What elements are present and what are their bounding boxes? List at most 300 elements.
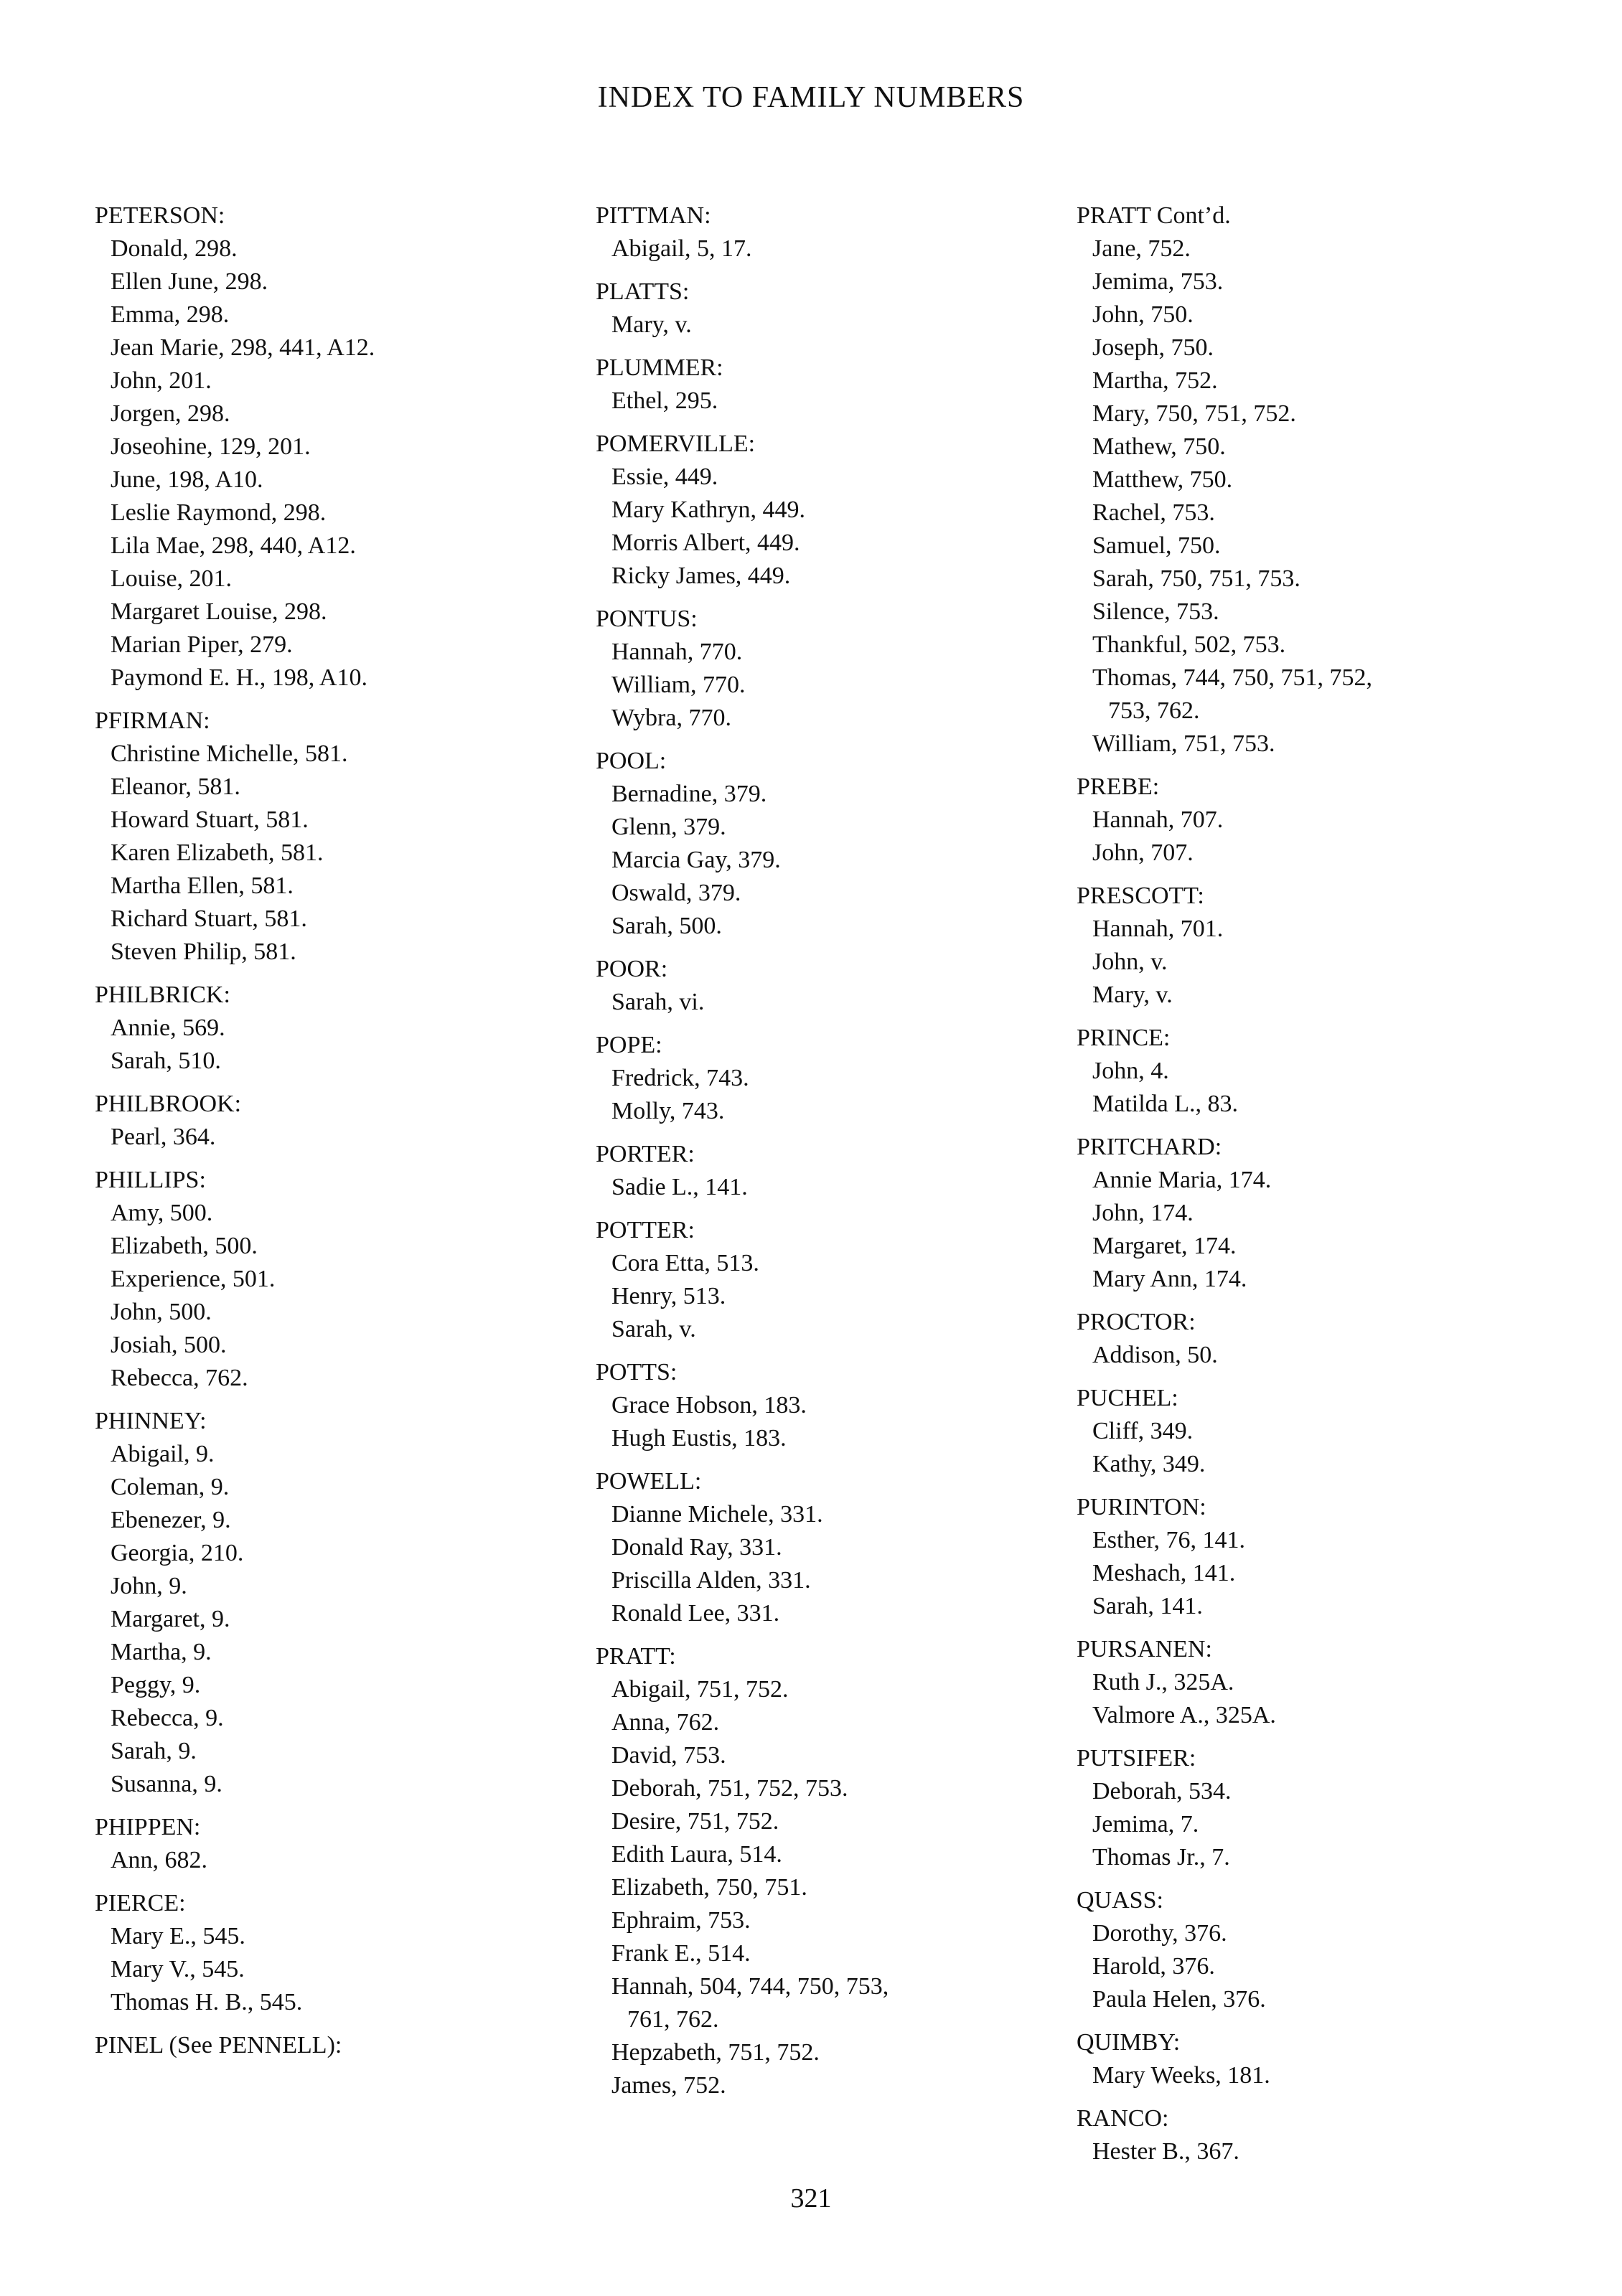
surname-group bbox=[596, 1356, 1091, 1455]
surname-group bbox=[1077, 1131, 1572, 1296]
entry-text: Marcia Gay, 379. bbox=[611, 847, 781, 873]
surname-heading: PORTER: bbox=[596, 1141, 695, 1167]
surname-heading: PHINNEY: bbox=[95, 1408, 207, 1434]
entry-text: Silence, 753. bbox=[1092, 598, 1219, 625]
entry-text: Martha, 752. bbox=[1092, 367, 1218, 394]
entry-text: Dorothy, 376. bbox=[1092, 1920, 1227, 1947]
index-entry bbox=[1077, 662, 1572, 728]
surname-group bbox=[1077, 771, 1572, 870]
entry-text: Hester B., 367. bbox=[1092, 2138, 1239, 2165]
entry-text: Martha, 9. bbox=[111, 1639, 212, 1665]
entry-text: Sarah, 141. bbox=[1092, 1593, 1203, 1619]
index-entry bbox=[1077, 298, 1572, 331]
surname-group bbox=[596, 276, 1091, 342]
index-entry bbox=[1077, 265, 1572, 298]
surname-heading: PRATT: bbox=[596, 1643, 676, 1670]
entry-text: Elizabeth, 750, 751. bbox=[611, 1874, 807, 1901]
entry-text: Jorgen, 298. bbox=[111, 400, 230, 427]
entry-text: Louise, 201. bbox=[111, 565, 233, 592]
index-entry bbox=[1077, 1055, 1572, 1088]
index-entry bbox=[1077, 837, 1572, 870]
index-entry bbox=[596, 877, 1091, 910]
surname-group bbox=[1077, 1884, 1572, 2016]
entry-text: Margaret Louise, 298. bbox=[111, 598, 327, 625]
index-entry bbox=[596, 844, 1091, 877]
index-entry bbox=[1077, 1841, 1572, 1874]
index-entry bbox=[95, 1121, 590, 1154]
surname-group bbox=[95, 2029, 590, 2062]
surname-group bbox=[1077, 1742, 1572, 1874]
surname-heading: PURINTON: bbox=[1077, 1494, 1206, 1520]
surname-heading: PHILBROOK: bbox=[95, 1091, 242, 1117]
entry-text: Georgia, 210. bbox=[111, 1540, 244, 1566]
entry-text: Matilda L., 83. bbox=[1092, 1091, 1239, 1117]
entry-text: John, v. bbox=[1092, 949, 1168, 975]
index-entry bbox=[1077, 1699, 1572, 1732]
index-entry bbox=[95, 1986, 590, 2019]
entry-text: Thomas, 744, 750, 751, 752, bbox=[1092, 664, 1373, 691]
surname-heading: PROCTOR: bbox=[1077, 1309, 1196, 1335]
entry-text: Paula Helen, 376. bbox=[1092, 1986, 1266, 2013]
surname-group bbox=[596, 1029, 1091, 1128]
index-entry bbox=[596, 1970, 1091, 2036]
entry-text: Bernadine, 379. bbox=[611, 781, 767, 807]
index-entry bbox=[95, 1537, 590, 1570]
index-entry bbox=[1077, 1263, 1572, 1296]
entry-text: Ronald Lee, 331. bbox=[611, 1600, 780, 1627]
index-entry bbox=[596, 910, 1091, 943]
entry-text: Mary, 750, 751, 752. bbox=[1092, 400, 1296, 427]
surname-group bbox=[1077, 1306, 1572, 1372]
index-column-2 bbox=[596, 199, 1091, 2112]
entry-text: Abigail, 5, 17. bbox=[611, 235, 752, 262]
entry-text: Morris Albert, 449. bbox=[611, 530, 800, 556]
entry-text: Priscilla Alden, 331. bbox=[611, 1567, 811, 1594]
surname-group bbox=[95, 705, 590, 969]
entry-text: Matthew, 750. bbox=[1092, 466, 1233, 493]
surname-heading: PHILLIPS: bbox=[95, 1167, 206, 1193]
index-entry bbox=[95, 1263, 590, 1296]
entry-text: John, 750. bbox=[1092, 301, 1194, 328]
entry-text: Glenn, 379. bbox=[611, 814, 726, 840]
entry-text: David, 753. bbox=[611, 1742, 726, 1769]
index-entry bbox=[596, 527, 1091, 560]
index-entry bbox=[95, 298, 590, 331]
entry-text: Jemima, 753. bbox=[1092, 268, 1224, 295]
index-entry bbox=[1077, 430, 1572, 464]
entry-text: Hannah, 707. bbox=[1092, 806, 1224, 833]
index-entry bbox=[1077, 1808, 1572, 1841]
surname-group bbox=[1077, 1382, 1572, 1481]
entry-text: Mary, v. bbox=[1092, 982, 1173, 1008]
entry-text: Abigail, 751, 752. bbox=[611, 1676, 789, 1703]
entry-text: Ethel, 295. bbox=[611, 387, 718, 414]
entry-text: Elizabeth, 500. bbox=[111, 1233, 258, 1259]
surname-group bbox=[596, 352, 1091, 418]
index-entry bbox=[1077, 1666, 1572, 1699]
entry-continuation: 761, 762. bbox=[627, 2006, 719, 2033]
entry-text: Hugh Eustis, 183. bbox=[611, 1425, 787, 1452]
entry-text: Rachel, 753. bbox=[1092, 499, 1215, 526]
index-entry bbox=[95, 1735, 590, 1768]
index-entry bbox=[596, 1871, 1091, 1904]
surname-group bbox=[596, 1465, 1091, 1630]
index-entry bbox=[1077, 596, 1572, 629]
index-entry bbox=[1077, 728, 1572, 761]
index-entry bbox=[596, 1062, 1091, 1095]
entry-text: Desire, 751, 752. bbox=[611, 1808, 779, 1835]
surname-group bbox=[596, 745, 1091, 943]
entry-text: Mary Weeks, 181. bbox=[1092, 2062, 1270, 2089]
index-entry bbox=[95, 1012, 590, 1045]
entry-text: Richard Stuart, 581. bbox=[111, 905, 307, 932]
surname-group bbox=[596, 953, 1091, 1019]
index-entry bbox=[1077, 804, 1572, 837]
entry-text: Ebenezer, 9. bbox=[111, 1507, 231, 1533]
index-entry bbox=[95, 1844, 590, 1877]
entry-text: Hepzabeth, 751, 752. bbox=[611, 2039, 820, 2066]
surname-group bbox=[596, 1138, 1091, 1204]
surname-heading: PLUMMER: bbox=[596, 354, 723, 381]
entry-text: John, 201. bbox=[111, 367, 212, 394]
surname-heading: PITTMAN: bbox=[596, 202, 711, 229]
index-entry bbox=[95, 1603, 590, 1636]
surname-group bbox=[596, 1640, 1091, 2102]
index-entry bbox=[596, 560, 1091, 593]
page-title: INDEX TO FAMILY NUMBERS bbox=[597, 81, 1025, 114]
index-entry bbox=[1077, 913, 1572, 946]
entry-text: Mary E., 545. bbox=[111, 1923, 245, 1949]
index-entry bbox=[95, 1471, 590, 1504]
surname-heading: PIERCE: bbox=[95, 1890, 186, 1916]
entry-text: Joseph, 750. bbox=[1092, 334, 1214, 361]
surname-heading: POOL: bbox=[596, 748, 667, 774]
index-entry bbox=[596, 1498, 1091, 1531]
surname-group bbox=[1077, 1022, 1572, 1121]
index-entry bbox=[1077, 530, 1572, 563]
index-entry bbox=[95, 1296, 590, 1329]
index-entry bbox=[95, 1570, 590, 1603]
entry-text: Jean Marie, 298, 441, A12. bbox=[111, 334, 375, 361]
entry-text: Margaret, 9. bbox=[111, 1606, 230, 1632]
entry-text: Karen Elizabeth, 581. bbox=[111, 839, 324, 866]
entry-text: Ann, 682. bbox=[111, 1847, 208, 1873]
index-entry bbox=[95, 232, 590, 265]
entry-text: Sarah, vi. bbox=[611, 989, 705, 1015]
index-entry bbox=[596, 309, 1091, 342]
entry-text: Cliff, 349. bbox=[1092, 1418, 1194, 1444]
entry-text: Samuel, 750. bbox=[1092, 532, 1221, 559]
index-column-1 bbox=[95, 199, 590, 2072]
index-entry bbox=[95, 497, 590, 530]
entry-text: Thomas H. B., 545. bbox=[111, 1989, 303, 2015]
entry-text: Addison, 50. bbox=[1092, 1342, 1218, 1368]
surname-group bbox=[95, 1405, 590, 1801]
index-entry bbox=[1077, 1950, 1572, 1983]
index-entry bbox=[95, 804, 590, 837]
surname-group bbox=[95, 1887, 590, 2019]
surname-heading: RANCO: bbox=[1077, 2105, 1169, 2132]
index-entry bbox=[1077, 1448, 1572, 1481]
index-entry bbox=[596, 669, 1091, 702]
entry-text: Donald, 298. bbox=[111, 235, 238, 262]
entry-text: Deborah, 534. bbox=[1092, 1778, 1232, 1805]
index-entry bbox=[596, 1313, 1091, 1346]
entry-text: Marian Piper, 279. bbox=[111, 631, 293, 658]
entry-text: Sarah, 510. bbox=[111, 1048, 221, 1074]
index-entry bbox=[1077, 1983, 1572, 2016]
index-entry bbox=[1077, 1164, 1572, 1197]
entry-text: Ricky James, 449. bbox=[611, 563, 791, 589]
entry-text: Mary V., 545. bbox=[111, 1956, 245, 1982]
index-entry bbox=[95, 530, 590, 563]
index-entry bbox=[95, 1920, 590, 1953]
index-entry bbox=[95, 397, 590, 430]
index-entry bbox=[95, 771, 590, 804]
index-entry bbox=[596, 1531, 1091, 1564]
surname-group bbox=[95, 1811, 590, 1877]
index-entry bbox=[1077, 1088, 1572, 1121]
index-entry bbox=[1077, 1197, 1572, 1230]
entry-text: Ellen June, 298. bbox=[111, 268, 268, 295]
entry-text: Grace Hobson, 183. bbox=[611, 1392, 807, 1418]
surname-group bbox=[596, 1214, 1091, 1346]
index-entry bbox=[1077, 364, 1572, 397]
surname-heading: PETERSON: bbox=[95, 202, 225, 229]
entry-text: Thomas Jr., 7. bbox=[1092, 1844, 1230, 1871]
index-entry bbox=[95, 265, 590, 298]
surname-heading: POMERVILLE: bbox=[596, 430, 756, 457]
index-entry bbox=[95, 662, 590, 695]
entry-text: Wybra, 770. bbox=[611, 705, 731, 731]
index-entry bbox=[596, 385, 1091, 418]
index-entry bbox=[95, 1504, 590, 1537]
entry-text: Dianne Michele, 331. bbox=[611, 1501, 823, 1528]
index-entry bbox=[596, 1706, 1091, 1739]
entry-text: Deborah, 751, 752, 753. bbox=[611, 1775, 848, 1802]
surname-heading: QUIMBY: bbox=[1077, 2029, 1181, 2056]
surname-heading: PRESCOTT: bbox=[1077, 883, 1204, 909]
index-entry bbox=[95, 936, 590, 969]
entry-text: Susanna, 9. bbox=[111, 1771, 222, 1797]
index-entry bbox=[596, 1904, 1091, 1937]
index-entry bbox=[1077, 1557, 1572, 1590]
surname-group bbox=[596, 603, 1091, 735]
entry-text: Sarah, v. bbox=[611, 1316, 696, 1342]
index-entry bbox=[1077, 1524, 1572, 1557]
entry-text: John, 4. bbox=[1092, 1058, 1169, 1084]
index-entry bbox=[95, 1669, 590, 1702]
entry-text: Hannah, 504, 744, 750, 753, bbox=[611, 1973, 889, 2000]
index-entry bbox=[95, 837, 590, 870]
index-entry bbox=[95, 1230, 590, 1263]
index-entry bbox=[1077, 464, 1572, 497]
index-entry bbox=[1077, 331, 1572, 364]
surname-heading: POTTER: bbox=[596, 1217, 695, 1243]
entry-text: Experience, 501. bbox=[111, 1266, 276, 1292]
surname-group bbox=[95, 979, 590, 1078]
entry-text: Lila Mae, 298, 440, A12. bbox=[111, 532, 356, 559]
entry-text: Coleman, 9. bbox=[111, 1474, 230, 1500]
entry-text: Martha Ellen, 581. bbox=[111, 872, 294, 899]
index-entry bbox=[596, 636, 1091, 669]
surname-heading: POTTS: bbox=[596, 1359, 678, 1385]
surname-heading: PREBE: bbox=[1077, 773, 1160, 800]
entry-text: Peggy, 9. bbox=[111, 1672, 201, 1698]
entry-text: Cora Etta, 513. bbox=[611, 1250, 759, 1276]
entry-text: Leslie Raymond, 298. bbox=[111, 499, 327, 526]
index-entry bbox=[1077, 1775, 1572, 1808]
surname-group bbox=[1077, 2026, 1572, 2092]
entry-text: Esther, 76, 141. bbox=[1092, 1527, 1245, 1553]
index-entry bbox=[596, 1171, 1091, 1204]
entry-text: John, 500. bbox=[111, 1299, 212, 1325]
index-entry bbox=[95, 629, 590, 662]
surname-group bbox=[1077, 199, 1572, 761]
index-entry bbox=[95, 364, 590, 397]
entry-text: Rebecca, 762. bbox=[111, 1365, 248, 1391]
index-entry bbox=[596, 461, 1091, 494]
entry-text: Mary, v. bbox=[611, 311, 692, 338]
index-column-3 bbox=[1077, 199, 1572, 2178]
entry-text: Jemima, 7. bbox=[1092, 1811, 1199, 1838]
index-entry bbox=[596, 702, 1091, 735]
index-entry bbox=[1077, 1917, 1572, 1950]
entry-text: Hannah, 770. bbox=[611, 639, 743, 665]
entry-text: Eleanor, 581. bbox=[111, 773, 240, 800]
entry-text: June, 198, A10. bbox=[111, 466, 263, 493]
index-entry bbox=[1077, 1590, 1572, 1623]
entry-text: Annie Maria, 174. bbox=[1092, 1167, 1272, 1193]
surname-heading: QUASS: bbox=[1077, 1887, 1163, 1914]
index-entry bbox=[596, 2036, 1091, 2069]
index-entry bbox=[596, 1937, 1091, 1970]
entry-text: Joseohine, 129, 201. bbox=[111, 433, 311, 460]
index-entry bbox=[596, 1389, 1091, 1422]
index-entry bbox=[596, 1805, 1091, 1838]
index-entry bbox=[596, 1247, 1091, 1280]
surname-group bbox=[95, 1088, 590, 1154]
entry-text: Fredrick, 743. bbox=[611, 1065, 749, 1091]
index-entry bbox=[95, 1438, 590, 1471]
entry-text: Paymond E. H., 198, A10. bbox=[111, 664, 367, 691]
surname-heading: PURSANEN: bbox=[1077, 1636, 1212, 1662]
entry-text: Harold, 376. bbox=[1092, 1953, 1215, 1980]
entry-text: Thankful, 502, 753. bbox=[1092, 631, 1286, 658]
index-entry bbox=[596, 986, 1091, 1019]
surname-heading: PRINCE: bbox=[1077, 1025, 1171, 1051]
entry-text: Howard Stuart, 581. bbox=[111, 806, 309, 833]
entry-text: Frank E., 514. bbox=[611, 1940, 751, 1967]
surname-heading: PINEL (See PENNELL): bbox=[95, 2032, 342, 2059]
index-entry bbox=[95, 1329, 590, 1362]
entry-text: Sarah, 500. bbox=[611, 913, 722, 939]
entry-text: Henry, 513. bbox=[611, 1283, 726, 1309]
index-entry bbox=[596, 1422, 1091, 1455]
entry-text: Annie, 569. bbox=[111, 1015, 225, 1041]
index-entry bbox=[95, 331, 590, 364]
entry-text: John, 9. bbox=[111, 1573, 187, 1599]
surname-group bbox=[596, 428, 1091, 593]
index-entry bbox=[95, 1768, 590, 1801]
entry-text: Sadie L., 141. bbox=[611, 1174, 748, 1200]
entry-text: Christine Michelle, 581. bbox=[111, 740, 348, 767]
surname-heading: PONTUS: bbox=[596, 606, 698, 632]
index-entry bbox=[1077, 497, 1572, 530]
index-entry bbox=[95, 1045, 590, 1078]
index-entry bbox=[95, 563, 590, 596]
surname-group bbox=[596, 199, 1091, 265]
entry-text: Emma, 298. bbox=[111, 301, 230, 328]
index-entry bbox=[95, 1636, 590, 1669]
index-entry bbox=[1077, 946, 1572, 979]
index-entry bbox=[95, 1362, 590, 1395]
entry-text: Oswald, 379. bbox=[611, 880, 741, 906]
page-number: 321 bbox=[790, 2183, 832, 2213]
surname-group bbox=[95, 199, 590, 695]
surname-group bbox=[1077, 1491, 1572, 1623]
entry-text: Edith Laura, 514. bbox=[611, 1841, 782, 1868]
index-entry bbox=[95, 870, 590, 903]
entry-text: Mathew, 750. bbox=[1092, 433, 1226, 460]
entry-continuation: 753, 762. bbox=[1108, 697, 1200, 724]
index-entry bbox=[596, 1772, 1091, 1805]
entry-text: Essie, 449. bbox=[611, 464, 718, 490]
index-entry bbox=[1077, 563, 1572, 596]
entry-text: Kathy, 349. bbox=[1092, 1451, 1206, 1477]
index-entry bbox=[596, 811, 1091, 844]
entry-text: Abigail, 9. bbox=[111, 1441, 215, 1467]
entry-text: Jane, 752. bbox=[1092, 235, 1191, 262]
index-entry bbox=[596, 232, 1091, 265]
entry-text: Sarah, 9. bbox=[111, 1738, 197, 1764]
index-entry bbox=[596, 1673, 1091, 1706]
entry-text: Valmore A., 325A. bbox=[1092, 1702, 1276, 1728]
index-entry bbox=[596, 1597, 1091, 1630]
index-entry bbox=[1077, 629, 1572, 662]
index-entry bbox=[1077, 232, 1572, 265]
index-entry bbox=[95, 430, 590, 464]
entry-text: Donald Ray, 331. bbox=[611, 1534, 782, 1561]
index-entry bbox=[1077, 1415, 1572, 1448]
entry-text: John, 707. bbox=[1092, 839, 1194, 866]
entry-text: Rebecca, 9. bbox=[111, 1705, 224, 1731]
entry-text: Josiah, 500. bbox=[111, 1332, 227, 1358]
index-entry bbox=[95, 738, 590, 771]
index-entry bbox=[1077, 1339, 1572, 1372]
index-entry bbox=[596, 1280, 1091, 1313]
entry-text: Ephraim, 753. bbox=[611, 1907, 751, 1934]
entry-text: Mary Kathryn, 449. bbox=[611, 497, 806, 523]
index-entry bbox=[95, 1702, 590, 1735]
index-entry bbox=[1077, 2059, 1572, 2092]
index-entry bbox=[1077, 397, 1572, 430]
index-entry bbox=[95, 1197, 590, 1230]
surname-heading: PUCHEL: bbox=[1077, 1385, 1178, 1411]
entry-text: Amy, 500. bbox=[111, 1200, 213, 1226]
entry-text: William, 751, 753. bbox=[1092, 730, 1275, 757]
entry-text: William, 770. bbox=[611, 672, 746, 698]
index-entry bbox=[95, 903, 590, 936]
index-entry bbox=[1077, 979, 1572, 1012]
index-entry bbox=[1077, 1230, 1572, 1263]
surname-heading: PHILBRICK: bbox=[95, 982, 230, 1008]
surname-heading: POPE: bbox=[596, 1032, 662, 1058]
entry-text: Steven Philip, 581. bbox=[111, 938, 296, 965]
entry-text: Mary Ann, 174. bbox=[1092, 1266, 1247, 1292]
surname-group bbox=[1077, 880, 1572, 1012]
index-entry bbox=[95, 464, 590, 497]
